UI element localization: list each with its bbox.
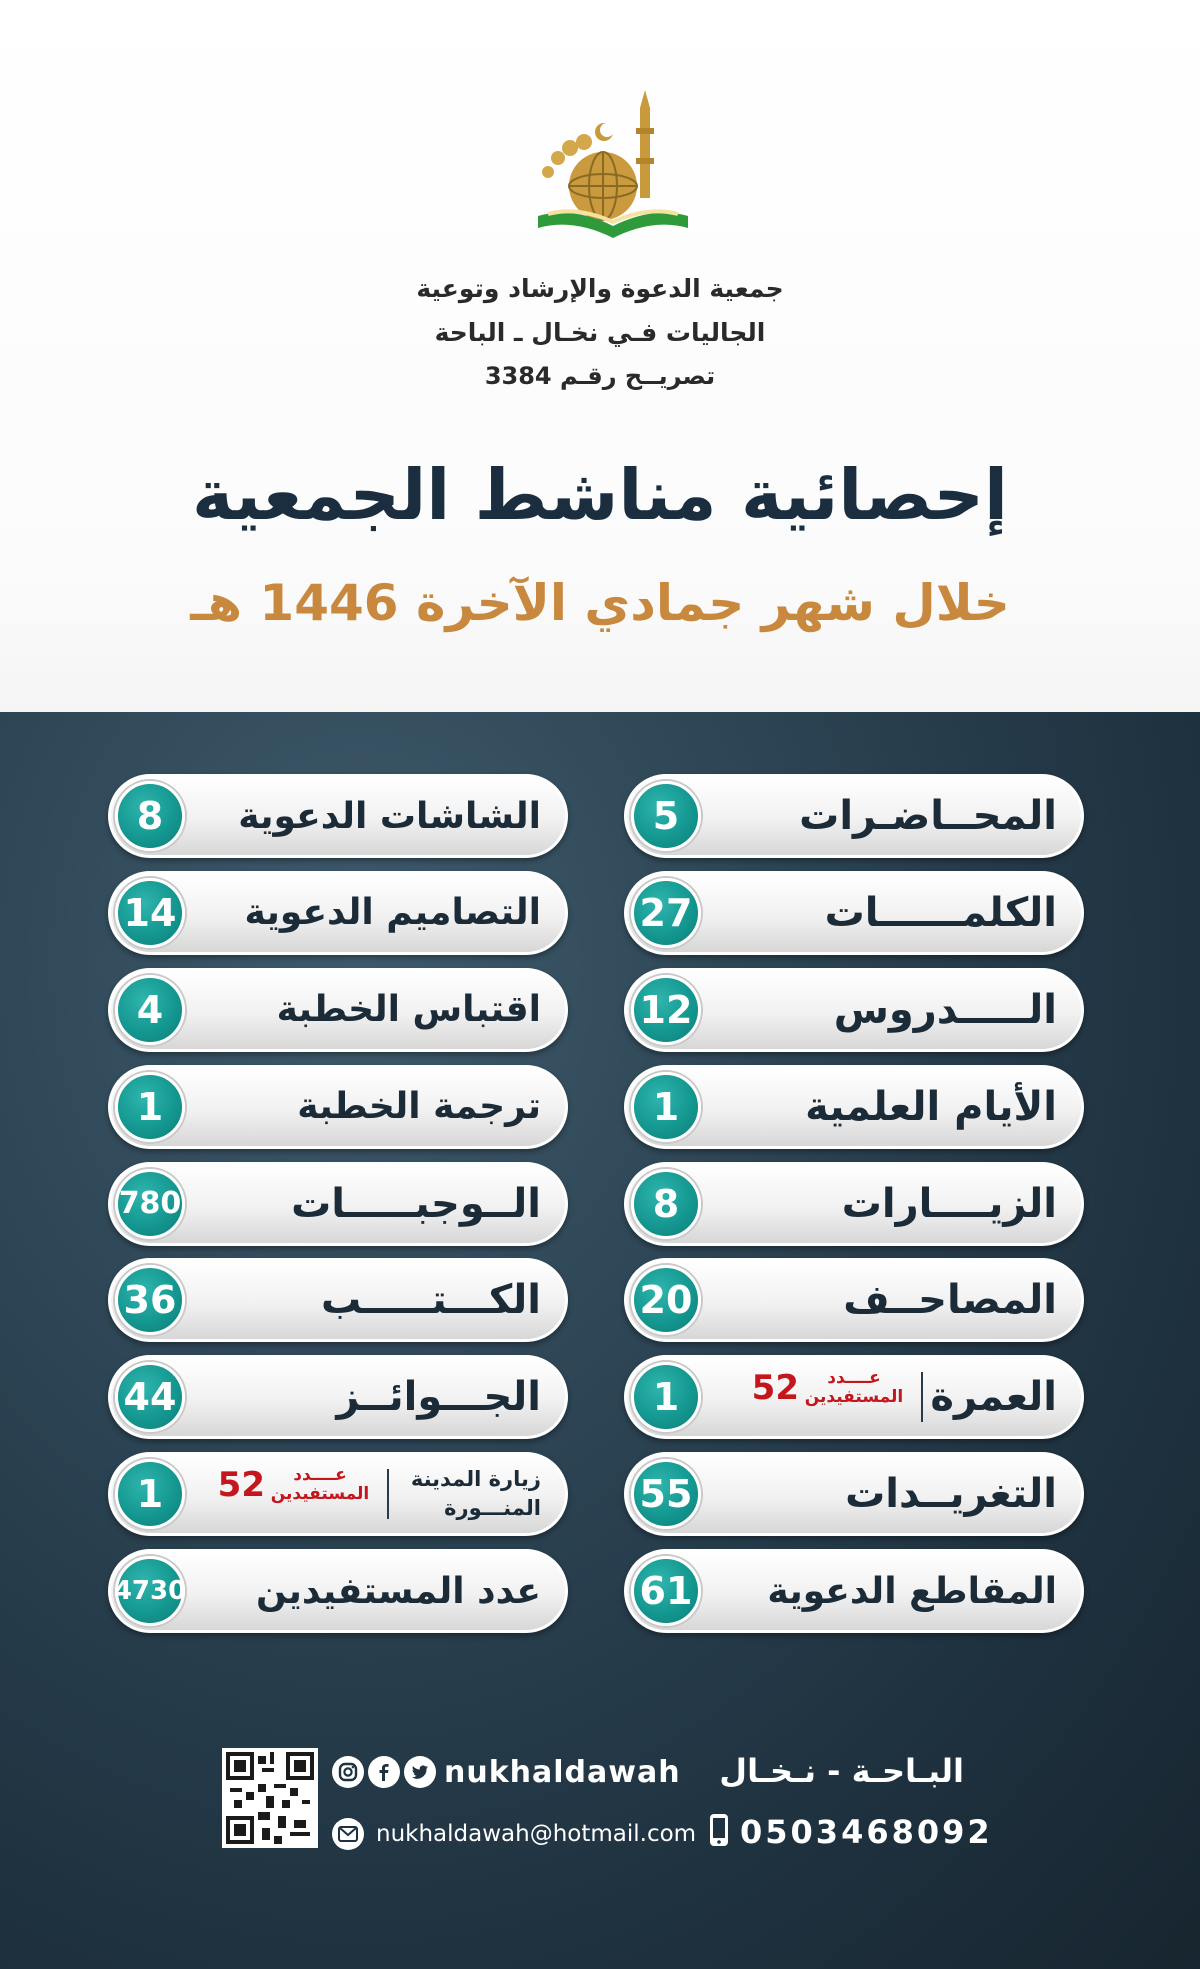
- stat-value-badge: 5: [631, 781, 701, 851]
- header-area: [0, 0, 1200, 712]
- stat-label: الكلمــــــات: [824, 889, 1057, 936]
- stat-value-badge: 1: [631, 1362, 701, 1432]
- phone-icon: [708, 1813, 730, 1851]
- city-location: البـاحـة - نـخـال: [719, 1752, 964, 1790]
- social-links: [332, 1752, 681, 1792]
- stat-visits: [624, 1162, 1084, 1246]
- stat-label: اقتباس الخطبة: [276, 989, 541, 1031]
- stat-label: الأيام العلمية: [805, 1083, 1057, 1130]
- beneficiaries-count: [746, 1368, 909, 1408]
- stat-quran-copies: [624, 1258, 1084, 1342]
- beneficiaries-label: عــــدد المستفيدين: [804, 1367, 904, 1408]
- stat-label: المقاطع الدعوية: [767, 1570, 1057, 1612]
- stat-label: التغريــدات: [845, 1471, 1057, 1518]
- stat-sermon-translation: [108, 1065, 568, 1149]
- stat-books: [108, 1258, 568, 1342]
- stats-column-right: [624, 774, 1084, 1646]
- stat-label: التصاميم الدعوية: [244, 892, 541, 934]
- stat-label: الـــــدروس: [833, 986, 1057, 1033]
- stat-madinah-visit: [108, 1452, 568, 1536]
- stat-dawah-clips: [624, 1549, 1084, 1633]
- phone-number[interactable]: 0503468092: [740, 1813, 993, 1851]
- stat-value-badge: 1: [115, 1459, 185, 1529]
- stat-label: ترجمة الخطبة: [297, 1086, 541, 1128]
- facebook-icon[interactable]: [368, 1756, 400, 1788]
- stat-label: الشاشات الدعوية: [238, 795, 541, 837]
- stat-tweets: [624, 1452, 1084, 1536]
- license-number: تصريــح رقـم 3384: [484, 362, 716, 390]
- stat-value-badge: 27: [631, 878, 701, 948]
- stat-label-line2: المنـــورة: [444, 1495, 541, 1520]
- organization-name-line1: جمعية الدعوة والإرشاد وتوعية: [416, 274, 784, 303]
- stat-value-badge: 20: [631, 1265, 701, 1335]
- stat-value-badge: 1: [115, 1072, 185, 1142]
- stat-label: الــوجبـــــات: [291, 1180, 541, 1227]
- stat-value-badge: 36: [115, 1265, 185, 1335]
- stat-label: العمرة: [930, 1374, 1057, 1421]
- stat-prizes: [108, 1355, 568, 1439]
- stat-total-beneficiaries: [108, 1549, 568, 1633]
- stat-value-badge: 1: [631, 1072, 701, 1142]
- stat-value-badge: 61: [631, 1556, 701, 1626]
- stat-value-badge: 4730: [115, 1556, 185, 1626]
- email-address[interactable]: nukhaldawah@hotmail.com: [376, 1821, 697, 1847]
- stat-lectures: [624, 774, 1084, 858]
- stat-label-line1: زيارة المدينة: [410, 1467, 541, 1492]
- beneficiaries-label: عــــدد المستفيدين: [270, 1464, 370, 1505]
- page-subtitle: خلال شهر جمادي الآخرة 1446 هـ: [190, 574, 1010, 632]
- divider: [387, 1469, 389, 1519]
- stat-dawah-screens: [108, 774, 568, 858]
- page-title: إحصائية مناشط الجمعية: [192, 454, 1008, 536]
- qr-code-pattern: [226, 1752, 314, 1844]
- social-handle[interactable]: nukhaldawah: [444, 1754, 681, 1790]
- stat-sermon-quotes: [108, 968, 568, 1052]
- stat-value-badge: 4: [115, 975, 185, 1045]
- stat-label: [411, 1465, 541, 1522]
- mail-icon: [332, 1818, 364, 1850]
- stat-value-badge: 8: [631, 1169, 701, 1239]
- stat-value-badge: 8: [115, 781, 185, 851]
- organization-name-line2: الجاليات فـي نخـال ـ الباحة: [434, 318, 766, 347]
- stat-value-badge: 12: [631, 975, 701, 1045]
- beneficiaries-value: 52: [217, 1465, 265, 1506]
- stat-label: المحــاضـرات: [799, 793, 1057, 839]
- instagram-icon[interactable]: [332, 1756, 364, 1788]
- stat-label: الجـــوائــز: [336, 1374, 541, 1421]
- stat-value-badge: 55: [631, 1459, 701, 1529]
- stat-umrah: [624, 1355, 1084, 1439]
- organization-logo: [528, 88, 698, 258]
- stat-label: عدد المستفيدين: [255, 1570, 541, 1612]
- stat-speeches: [624, 871, 1084, 955]
- qr-code[interactable]: [222, 1748, 318, 1848]
- phone-contact: [708, 1812, 993, 1852]
- email-contact: [332, 1816, 696, 1852]
- beneficiaries-value: 52: [751, 1368, 799, 1409]
- stat-meals: [108, 1162, 568, 1246]
- stat-value-badge: 14: [115, 878, 185, 948]
- stat-label: المصاحــف: [843, 1277, 1057, 1324]
- stat-value-badge: 780: [115, 1169, 185, 1239]
- stat-dawah-designs: [108, 871, 568, 955]
- stat-label: الكـــتـــــب: [320, 1277, 541, 1324]
- divider: [921, 1372, 923, 1422]
- stats-column-left: [108, 774, 568, 1646]
- stat-value-badge: 44: [115, 1362, 185, 1432]
- twitter-icon[interactable]: [404, 1756, 436, 1788]
- stat-lessons: [624, 968, 1084, 1052]
- stat-label: الزيــــارات: [841, 1180, 1057, 1227]
- beneficiaries-count: [212, 1465, 375, 1505]
- stat-scientific-days: [624, 1065, 1084, 1149]
